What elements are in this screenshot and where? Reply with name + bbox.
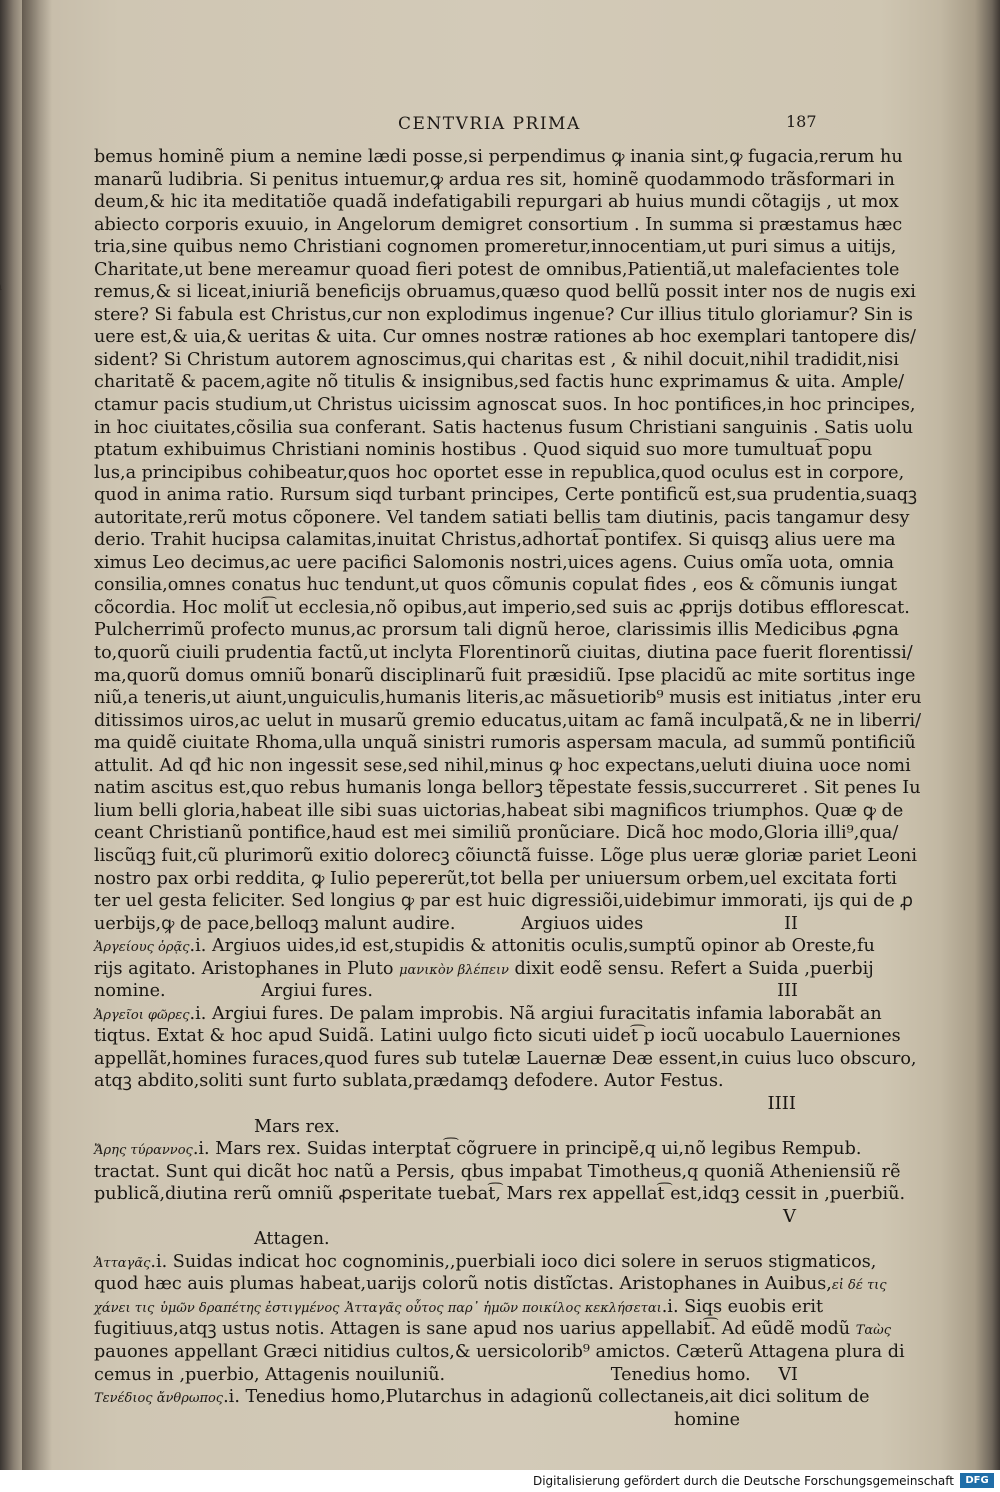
greek-quote: εἰ δέ τις	[831, 1278, 887, 1294]
text-line: Pulcherrimũ profecto munus,ac prorsum tali dignũ heroe, clarissimis illis Medicibus ꝓgna	[94, 620, 899, 641]
entry-text: cemus in ,puerbio, Attagenis nouiluniũ.	[94, 1364, 446, 1385]
entry-text: .i. Suidas indicat hoc cognominis,,puerbiali ioco dici solere in seruos stigmaticos,	[150, 1251, 877, 1272]
binding-shadow	[22, 0, 52, 1470]
gutter-fragment	[0, 818, 22, 836]
greek-quote: ὑμῶν δραπέτης ἐστιγμένος	[159, 1300, 340, 1316]
text-line: stere? Si fabula est Christus,cur non explodimus ingenue? Cur illius titulo gloriamur? Sin is	[94, 304, 913, 325]
gutter-fragment	[0, 1286, 22, 1304]
gutter-fragment	[0, 260, 22, 278]
gutter-fragment	[0, 422, 22, 440]
entry-text: .i. Argiui fures. De palam improbis. Nã argiui furacitatis infamia laborabãt an	[189, 1003, 882, 1024]
facing-page-gutter-text	[0, 170, 22, 1330]
text-line: appellãt,homines furaces,quod fures sub tutelæ Lauernæ Deæ essent,in cuius luco obscuro,	[94, 1048, 917, 1069]
dfg-logo: DFG	[960, 1473, 994, 1488]
greek-lemma: Τενέδιος ἄνθρωπος	[94, 1391, 224, 1407]
entry-number: IIII	[767, 1092, 796, 1114]
entry-number: III	[777, 981, 798, 1002]
gutter-fragment	[0, 1196, 22, 1214]
gutter-fragment	[0, 620, 22, 638]
text-line: pauones appellant Græci nitidius cultos,& uersicolorib⁹ amictos. Cæterũ Attagena plura di	[94, 1341, 905, 1362]
text-line	[94, 935, 875, 958]
text-line: manarũ ludibria. Si penitus intuemur,ꝙ ardua res sit, hominẽ quodammodo trãsformari in	[94, 169, 895, 190]
text-line: ter uel gesta feliciter. Sed longius ꝙ par est huic digressiõi,uidebimur immorati, ijs qui de ꝓ	[94, 891, 913, 912]
entry-text: .i. Mars rex. Suidas interptat͡ cõgruere in principẽ,q ui,nõ legibus Rempub.	[192, 1139, 862, 1160]
greek-quote: Ταὼς	[855, 1323, 892, 1339]
greek-lemma: Ἀργεῖοι φῶρες	[94, 1007, 190, 1023]
entry-heading: Argiui fures.	[261, 981, 374, 1002]
gutter-fragment	[0, 728, 22, 746]
gutter-fragment	[0, 566, 22, 584]
entry-text: nomine.	[94, 981, 166, 1002]
gutter-fragment	[0, 1070, 22, 1088]
gutter-fragment	[0, 1268, 22, 1286]
gutter-fragment	[0, 458, 22, 476]
text-line	[94, 1364, 798, 1387]
catchword: homine	[674, 1409, 740, 1430]
gutter-fragment	[0, 890, 22, 908]
entry-number: V	[783, 1205, 796, 1227]
gutter-fragment	[0, 476, 22, 494]
gutter-fragment	[0, 1034, 22, 1052]
gutter-fragment	[0, 782, 22, 800]
entry-text: quod hæc auis plumas habeat,uarijs colorũ notis distĩctas. Aristophanes in Auibus,	[94, 1274, 832, 1295]
text-line	[94, 1251, 877, 1274]
gutter-fragment	[0, 1016, 22, 1034]
gutter-fragment	[0, 638, 22, 656]
entry-text: fugitiuus,atqꝫ ustus notis. Attagen is sane apud nos uarius appellabit͡. Ad eũdẽ modũ	[94, 1319, 851, 1340]
gutter-fragment	[0, 1304, 22, 1322]
text-line: abiecto corporis exuuio, in Angelorum demigret consortium . In summa si præstamus hæc	[94, 214, 903, 235]
text-line	[94, 1138, 862, 1161]
text-line: consilia,omnes conatus huc tendunt,ut quos cõmunis copulat fides , eos & cõmunis iungat	[94, 575, 898, 596]
gutter-fragment	[0, 656, 22, 674]
text-line: deum,& hic ita meditatiõe quadã indefatigabili repurgari ab huius mundi cõtagijs , ut mox	[94, 192, 899, 213]
entry-text: .i. Argiuos uides,id est,stupidis & attonitis oculis,sumptũ opinor ab Oreste,fu	[189, 936, 875, 957]
digitization-footer	[0, 1470, 1000, 1492]
gutter-fragment	[0, 764, 22, 782]
gutter-fragment	[0, 170, 22, 188]
entry-text: .i. Siqs euobis erit	[661, 1296, 824, 1317]
folio-number: 187	[786, 112, 817, 131]
entry-number: VI	[778, 1364, 798, 1385]
gutter-fragment	[0, 386, 22, 404]
gutter-fragment	[0, 314, 22, 332]
text-line: ditissimos uiros,ac uelut in musarũ gremio educatus,uitam ac famã inculpatã,& ne in liberri/	[94, 710, 922, 731]
text-line: ptatum exhibuimus Christiani nominis hostibus . Quod siquid suo more tumultuat͡ popu	[94, 440, 873, 461]
main-text-block	[94, 146, 922, 1431]
text-line: atqꝫ abdito,soliti sunt furto sublata,prædamqꝫ defodere. Autor Festus.	[94, 1071, 724, 1092]
gutter-fragment	[0, 440, 22, 458]
text-line: tiqtus. Extat & hoc apud Suidã. Latini uulgo ficto sicuti uidet͡ p iocũ uocabulo Lauerniones	[94, 1026, 901, 1047]
gutter-fragment	[0, 746, 22, 764]
text-line	[94, 1318, 892, 1341]
text-line	[94, 1003, 882, 1026]
gutter-fragment	[0, 854, 22, 872]
gutter-fragment	[0, 1232, 22, 1250]
gutter-fragment	[0, 1124, 22, 1142]
text-line	[94, 1273, 887, 1296]
gutter-fragment	[0, 224, 22, 242]
greek-quote: Ἀτταγᾶς οὗτος παρ᾽ ἡμῶν ποικίλος κεκλήσεται	[345, 1300, 662, 1316]
greek-quote: μανικὸν βλέπειν	[399, 962, 509, 978]
text-line: quod in anima ratio. Rursum siqd turbant principes, Certe pontificũ est,sua prudentia,suaqꝫ	[94, 485, 918, 506]
gutter-fragment	[0, 278, 22, 296]
text-line: tractat. Sunt qui dicãt hoc natũ a Persis, qbus impabat Timotheus,q quoniã Atheniensiũ rẽ	[94, 1161, 901, 1182]
text-line: autoritate,rerũ motus cõponere. Vel tandem satiati bellis tam diutinis, pacis tangamur desy	[94, 507, 910, 528]
text-line	[94, 958, 874, 981]
text-line	[94, 913, 798, 936]
gutter-fragment	[0, 242, 22, 260]
text-line: derio. Trahit hucipsa calamitas,inuitat Christus,adhortat͡ pontifex. Si quisqꝫ alius uere ma	[94, 530, 896, 551]
text-line: ctamur pacis studium,ut Christus uicissim agnoscat suos. In hoc pontifices,in hoc principes,	[94, 395, 916, 416]
greek-lemma: Ἄρης τύραννος	[94, 1143, 193, 1159]
gutter-fragment	[0, 530, 22, 548]
gutter-fragment	[0, 404, 22, 422]
entry-heading: Mars rex.	[254, 1116, 340, 1137]
gutter-fragment	[0, 962, 22, 980]
text-line: cõcordia. Hoc molit͡ ut ecclesia,nõ opibus,aut imperio,sed suis ac ꝓprijs dotibus efflorescat.	[94, 597, 910, 618]
entry-heading: Argiuos uides	[521, 913, 644, 934]
greek-lemma: Ἀργείους ὁρᾷς	[94, 940, 190, 956]
gutter-fragment	[0, 1052, 22, 1070]
text-line: remus,& si liceat,iniuriã beneficijs obruamus,quæso quod bellũ possit inter nos de nugis exi	[94, 282, 916, 303]
text-line: Charitate,ut bene mereamur quoad fieri potest de omnibus,Patientiã,ut malefacientes tole	[94, 259, 900, 280]
text-line	[94, 1386, 870, 1409]
gutter-fragment	[0, 1142, 22, 1160]
text-line: ma quidẽ ciuitate Rhoma,ulla unquã sinistri rumoris aspersam macula, ad summũ pontificiũ	[94, 733, 916, 754]
entry-text: dixit eodẽ sensu. Refert a Suida ,puerbij	[514, 958, 874, 979]
gutter-fragment	[0, 1160, 22, 1178]
gutter-fragment	[0, 800, 22, 818]
gutter-fragment	[0, 674, 22, 692]
gutter-fragment	[0, 1088, 22, 1106]
text-line: in hoc ciuitates,cõsilia sua conferant. Satis hactenus fusum Christiani sanguinis . Satis uolu	[94, 417, 914, 438]
gutter-fragment	[0, 1178, 22, 1196]
gutter-fragment	[0, 944, 22, 962]
gutter-fragment	[0, 872, 22, 890]
gutter-fragment	[0, 998, 22, 1016]
text-line: publicã,diutina rerũ omniũ ꝓsperitate tuebat͡, Mars rex appellat͡ est,idqꝫ cessit in ,puerbiũ.	[94, 1184, 906, 1205]
entry-number: II	[784, 913, 798, 934]
text-line: attulit. Ad qđ hic non ingessit sese,sed nihil,minus ꝙ hoc expectans,ueluti diuina uoce nomi	[94, 755, 911, 776]
gutter-fragment	[0, 1250, 22, 1268]
text-line: lium belli gloria,habeat ille sibi suas uictorias,habeat sibi magnificos triumphos. Quæ ꝙ de	[94, 800, 904, 821]
entry-text: rijs agitato. Aristophanes in Pluto	[94, 958, 394, 979]
text-line	[94, 980, 798, 1003]
entry-heading: Attagen.	[254, 1229, 330, 1250]
text-line: ma,quorũ domus omniũ bonarũ disciplinarũ fuit præsidiũ. Ipse placidũ ac mite sortitus inge	[94, 665, 916, 686]
greek-quote: χάνει τις	[94, 1300, 155, 1316]
gutter-fragment	[0, 710, 22, 728]
gutter-fragment	[0, 836, 22, 854]
entry-intro: uerbijs,ꝙ de pace,belloqꝫ malunt audire.	[94, 913, 456, 934]
funding-credit: Digitalisierung gefördert durch die Deutsche Forschungsgemeinschaft	[532, 1474, 954, 1488]
entry-text: .i. Tenedius homo,Plutarchus in adagionũ collectaneis,ait dici solitum de	[223, 1387, 870, 1408]
entry-heading: Tenedius homo.	[610, 1364, 751, 1385]
text-line: tria,sine quibus nemo Christiani cognomen promeretur,innocentiam,ut puri simus a uitijs,	[94, 237, 897, 258]
gutter-fragment	[0, 1106, 22, 1124]
text-line: charitatẽ & pacem,agite nõ titulis & insignibus,sed factis hunc exprimamus & uita. Ample/	[94, 372, 905, 393]
gutter-fragment	[0, 602, 22, 620]
text-line	[94, 1296, 824, 1319]
gutter-fragment	[0, 926, 22, 944]
text-line: lus,a principibus cohibeatur,quos hoc oportet esse in republica,quod oculus est in corpore,	[94, 462, 905, 483]
text-line: uere est,& uia,& ueritas & uita. Cur omnes nostræ rationes ab hoc exemplari tantopere dis/	[94, 327, 916, 348]
gutter-fragment	[0, 332, 22, 350]
gutter-fragment	[0, 692, 22, 710]
text-line: ceant Christianũ pontifice,haud est mei similiũ pronũciare. Dicã hoc modo,Gloria illi⁹,qua/	[94, 823, 899, 844]
text-line: nostro pax orbi reddita, ꝙ Iulio pepererũt,tot bella per uniuersum orbem,uel excitata forti	[94, 868, 897, 889]
body-lines	[94, 146, 922, 913]
text-line: bemus hominẽ pium a nemine lædi posse,si perpendimus ꝙ inania sint,ꝙ fugacia,rerum hu	[94, 147, 903, 167]
text-line: sident? Si Christum autorem agnoscimus,qui charitas est , & nihil docuit,nihil tradidit,nisi	[94, 349, 899, 370]
gutter-fragment	[0, 296, 22, 314]
gutter-fragment	[0, 548, 22, 566]
gutter-fragment	[0, 908, 22, 926]
gutter-fragment	[0, 1214, 22, 1232]
running-head: CENTVRIA PRIMA	[398, 114, 581, 134]
gutter-fragment	[0, 980, 22, 998]
gutter-fragment	[0, 206, 22, 224]
gutter-fragment	[0, 512, 22, 530]
text-line: natim ascitus est,quo rebus humanis longa bellorꝫ tẽpestate fessis,succurreret . Sit penes Iu	[94, 778, 921, 799]
text-line: niũ,a teneris,ut aiunt,unguiculis,humanis literis,ac mãsuetiorib⁹ musis est initiatus ,inter eru	[94, 688, 922, 709]
greek-lemma: Ἀτταγᾶς	[94, 1255, 151, 1271]
text-line: ximus Leo decimus,ac uere pacifici Salomonis nostri,uices agens. Cuius omĩa uota, omnia	[94, 552, 894, 573]
gutter-fragment	[0, 368, 22, 386]
text-line: liscũqꝫ fuit,cũ plurimorũ exitio dolorecꝫ cõiunctã fuisse. Lõge plus ueræ gloriæ pariet Leoni	[94, 845, 917, 866]
gutter-fragment	[0, 584, 22, 602]
gutter-fragment	[0, 188, 22, 206]
gutter-fragment	[0, 350, 22, 368]
text-line: to,quorũ ciuili prudentia factũ,ut inclyta Florentinorũ ciuitas, diutina pace fuerit florentissi/	[94, 643, 913, 664]
gutter-fragment	[0, 494, 22, 512]
